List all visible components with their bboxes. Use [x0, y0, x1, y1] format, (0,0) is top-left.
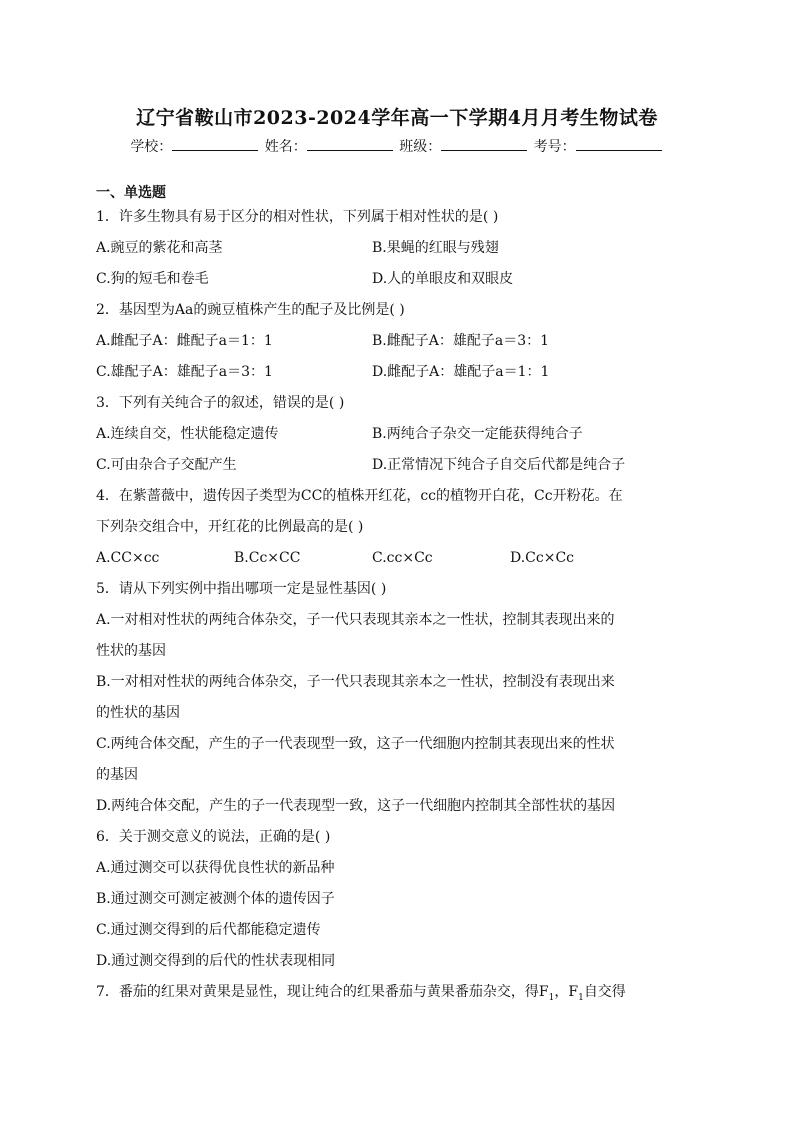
school-label: 学校： — [130, 139, 173, 155]
question-1-options-row-1 — [96, 233, 696, 264]
q6-option-d: D.通过测交得到的后代的性状表现相同 — [96, 953, 336, 969]
question-1-stem: 1．许多生物具有易于区分的相对性状，下列属于相对性状的是( ) — [96, 209, 499, 225]
q7-stem-part-2: ，F — [554, 984, 579, 1000]
q3-option-b: B.两纯合子杂交一定能获得纯合子 — [372, 426, 583, 442]
q7-stem-part-1: 7．番茄的红果对黄果是显性，现让纯合的红果番茄与黄果番茄杂交，得F — [96, 984, 549, 1000]
class-label: 班级： — [399, 139, 442, 155]
question-3-stem: 3．下列有关纯合子的叙述，错误的是( ) — [96, 395, 345, 411]
name-blank[interactable] — [307, 136, 393, 151]
q3-option-a: A.连续自交，性状能稳定遗传 — [96, 426, 279, 442]
question-2-stem: 2．基因型为Aa的豌豆植株产生的配子及比例是( ) — [96, 302, 405, 318]
q1-option-d: D.人的单眼皮和双眼皮 — [372, 271, 514, 287]
q4-option-a: A.CC×cc — [96, 550, 160, 566]
section-heading: 一、单选题 — [96, 185, 166, 201]
question-4-stem-continued: 下列杂交组合中，开红花的比例最高的是( ) — [96, 519, 364, 535]
question-2-options-row-2 — [96, 357, 696, 388]
q1-option-a: A.豌豆的紫花和高茎 — [96, 240, 223, 256]
q6-option-c: C.通过测交得到的后代都能稳定遗传 — [96, 922, 321, 938]
q7-stem-part-3: 自交得 — [583, 984, 626, 1000]
q2-option-d: D.雌配子A：雄配子a＝1：1 — [372, 364, 550, 380]
q3-option-d: D.正常情况下纯合子自交后代都是纯合子 — [372, 457, 626, 473]
q1-option-b: B.果蝇的红眼与残翅 — [372, 240, 499, 256]
question-6-stem: 6．关于测交意义的说法，正确的是( ) — [96, 829, 331, 845]
q6-option-b: B.通过测交可测定被测个体的遗传因子 — [96, 891, 335, 907]
q2-option-a: A.雌配子A：雌配子a＝1：1 — [96, 333, 273, 349]
q2-option-c: C.雄配子A：雄配子a＝3：1 — [96, 364, 273, 380]
q7-subscript-1: 1 — [548, 992, 555, 1003]
question-3-options-row-1 — [96, 419, 696, 450]
q5-option-d: D.两纯合体交配，产生的子一代表现型一致，这子一代细胞内控制其全部性状的基因 — [96, 798, 616, 814]
q5-option-a: A.一对相对性状的两纯合体杂交，子一代只表现其亲本之一性状，控制其表现出来的 — [96, 612, 615, 628]
q5-option-b: B.一对相对性状的两纯合体杂交，子一代只表现其亲本之一性状，控制没有表现出来 — [96, 674, 615, 690]
q5-option-c: C.两纯合体交配，产生的子一代表现型一致，这子一代细胞内控制其表现出来的性状 — [96, 736, 615, 752]
q1-option-c: C.狗的短毛和卷毛 — [96, 271, 209, 287]
q4-option-b: B.Cc×CC — [234, 550, 301, 566]
q3-option-c: C.可由杂合子交配产生 — [96, 457, 237, 473]
question-2-options-row-1 — [96, 326, 696, 357]
q4-option-d: D.Cc×Cc — [510, 550, 575, 566]
q4-option-c: C.cc×Cc — [372, 550, 433, 566]
question-7-stem — [96, 977, 696, 1008]
q5-option-c-continued: 的基因 — [96, 767, 138, 783]
q2-option-b: B.雌配子A：雄配子a＝3：1 — [372, 333, 550, 349]
question-1-options-row-2 — [96, 264, 696, 295]
question-4-stem: 4．在紫蔷薇中，遗传因子类型为CC的植株开红花，cc的植物开白花，Cc开粉花。在 — [96, 488, 623, 504]
name-label: 姓名： — [264, 139, 307, 155]
student-info-line — [0, 136, 794, 156]
q6-option-a: A.通过测交可以获得优良性状的新品种 — [96, 860, 335, 876]
exam-no-blank[interactable] — [576, 136, 662, 151]
exam-no-label: 考号： — [533, 139, 576, 155]
q7-subscript-2: 1 — [578, 992, 584, 1003]
school-blank[interactable] — [172, 136, 258, 151]
exam-title: 辽宁省鞍山市2023-2024学年高一下学期4月月考生物试卷 — [136, 107, 658, 129]
question-4-options — [96, 543, 696, 574]
class-blank[interactable] — [441, 136, 527, 151]
question-list — [96, 202, 696, 1008]
q5-option-b-continued: 的性状的基因 — [96, 705, 180, 721]
question-5-stem: 5．请从下列实例中指出哪项一定是显性基因( ) — [96, 581, 387, 597]
question-3-options-row-2 — [96, 450, 696, 481]
q5-option-a-continued: 性状的基因 — [96, 643, 166, 659]
